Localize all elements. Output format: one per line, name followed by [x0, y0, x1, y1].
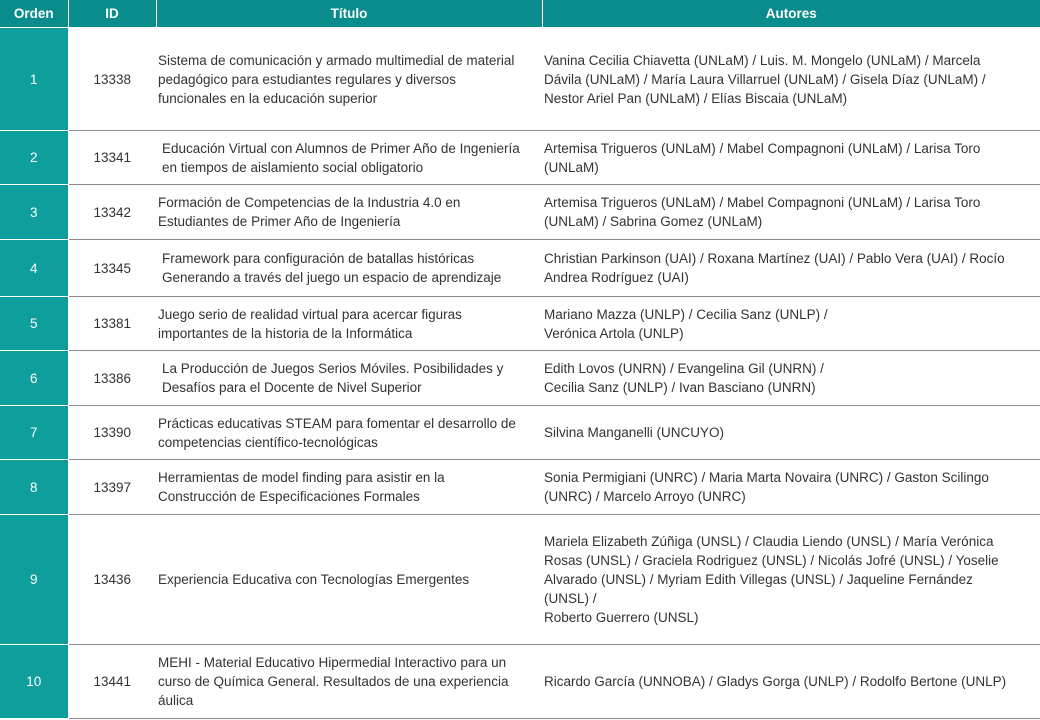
title-line: competencias científico-tecnológicas — [158, 434, 378, 450]
title-cell — [156, 645, 542, 719]
order-cell: 5 — [0, 297, 68, 351]
title-line: Generando a través del juego un espacio de aprendizaje — [162, 270, 502, 285]
id-cell: 13390 — [68, 406, 156, 460]
id-cell: 13436 — [68, 515, 156, 645]
order-cell: 1 — [0, 28, 68, 131]
title-line: Juego serio de realidad virtual para acercar figuras — [158, 306, 462, 322]
authors-cell — [542, 515, 1040, 645]
authors-cell — [542, 297, 1040, 351]
authors-line: Rosas (UNSL) / Graciela Rodriguez (UNSL) / Nicolás Jofré (UNSL) / Yoselie — [544, 553, 999, 568]
authors-line: (UNLaM) / Sabrina Gomez (UNLaM) — [544, 214, 763, 229]
title-line: Prácticas educativas STEAM para fomentar el desarrollo de — [158, 415, 516, 431]
authors-line: (UNRC) / Marcelo Arroyo (UNRC) — [544, 489, 746, 504]
id-cell: 13338 — [68, 28, 156, 131]
id-cell: 13345 — [68, 240, 156, 297]
authors-line: Christian Parkinson (UAI) / Roxana Martínez (UAI) / Pablo Vera (UAI) / Rocío — [544, 251, 1005, 266]
order-cell: 9 — [0, 515, 68, 645]
authors-cell — [542, 460, 1040, 515]
authors-cell — [542, 240, 1040, 297]
header-order: Orden — [0, 0, 68, 28]
authors-line: Artemisa Trigueros (UNLaM) / Mabel Compagnoni (UNLaM) / Larisa Toro — [544, 195, 981, 210]
header-row — [0, 0, 1040, 28]
title-line: Estudiantes de Primer Año de Ingeniería — [158, 214, 401, 229]
header-id: ID — [68, 0, 156, 28]
authors-line: Verónica Artola (UNLP) — [544, 325, 684, 341]
id-cell: 13441 — [68, 645, 156, 719]
title-cell — [156, 28, 542, 131]
title-cell — [156, 460, 542, 515]
authors-line: Vanina Cecilia Chiavetta (UNLaM) / Luis. M. Mongelo (UNLaM) / Marcela — [544, 52, 981, 68]
authors-line: Dávila (UNLaM) / María Laura Villarruel (UNLaM) / Gisela Díaz (UNLaM) / — [544, 71, 986, 87]
title-line: pedagógico para estudiantes regulares y diversos — [158, 71, 456, 87]
title-line: MEHI - Material Educativo Hipermedial Interactivo para un — [158, 655, 507, 670]
title-line: importantes de la historia de la Informática — [158, 325, 413, 341]
authors-line: Sonia Permigiani (UNRC) / Maria Marta Novaira (UNRC) / Gaston Scilingo — [544, 470, 989, 485]
authors-line: Mariano Mazza (UNLP) / Cecilia Sanz (UNLP) / — [544, 306, 828, 322]
title-cell — [156, 515, 542, 645]
title-line: Sistema de comunicación y armado multimedial de material — [158, 52, 515, 68]
authors-line: Alvarado (UNSL) / Myriam Edith Villegas (UNSL) / Jaqueline Fernández — [544, 572, 973, 587]
table-row — [0, 240, 1040, 297]
authors-line: (UNSL) / — [544, 591, 597, 606]
order-cell: 3 — [0, 185, 68, 240]
authors-cell — [542, 351, 1040, 406]
authors-line: Cecilia Sanz (UNLP) / Ivan Basciano (UNRN) — [544, 380, 816, 395]
authors-cell — [542, 406, 1040, 460]
authors-line: Edith Lovos (UNRN) / Evangelina Gil (UNRN) / — [544, 361, 824, 376]
table-row — [0, 185, 1040, 240]
title-cell — [156, 297, 542, 351]
table-row — [0, 351, 1040, 406]
authors-cell — [542, 28, 1040, 131]
order-cell: 10 — [0, 645, 68, 719]
title-line: Framework para configuración de batallas históricas — [162, 251, 475, 266]
order-cell: 8 — [0, 460, 68, 515]
title-cell — [156, 406, 542, 460]
authors-line: Andrea Rodríguez (UAI) — [544, 270, 689, 285]
authors-line: Silvina Manganelli (UNCUYO) — [544, 425, 725, 440]
id-cell: 13381 — [68, 297, 156, 351]
authors-line: Nestor Ariel Pan (UNLaM) / Elías Biscaia (UNLaM) — [544, 90, 848, 106]
authors-cell — [542, 185, 1040, 240]
authors-cell — [542, 645, 1040, 719]
title-line: Experiencia Educativa con Tecnologías Emergentes — [158, 572, 470, 587]
title-line: Desafíos para el Docente de Nivel Superior — [162, 380, 422, 395]
id-cell: 13386 — [68, 351, 156, 406]
title-cell — [156, 185, 542, 240]
title-cell — [156, 131, 542, 185]
table-row — [0, 645, 1040, 719]
title-line: curso de Química General. Resultados de una experiencia — [158, 674, 509, 689]
table-row — [0, 297, 1040, 351]
table-row — [0, 406, 1040, 460]
title-line: áulica — [158, 693, 194, 708]
title-line: Formación de Competencias de la Industria 4.0 en — [158, 195, 461, 210]
title-line: en tiempos de aislamiento social obligatorio — [162, 159, 424, 175]
id-cell: 13342 — [68, 185, 156, 240]
title-line: funcionales en la educación superior — [158, 90, 378, 106]
authors-line: Ricardo García (UNNOBA) / Gladys Gorga (UNLP) / Rodolfo Bertone (UNLP) — [544, 674, 1007, 689]
id-cell: 13397 — [68, 460, 156, 515]
authors-line: (UNLaM) — [544, 159, 599, 175]
title-line: La Producción de Juegos Serios Móviles. Posibilidades y — [162, 361, 504, 376]
header-authors: Autores — [542, 0, 1040, 28]
authors-line: Artemisa Trigueros (UNLaM) / Mabel Compagnoni (UNLaM) / Larisa Toro — [544, 140, 981, 156]
table-row — [0, 515, 1040, 645]
authors-line: Roberto Guerrero (UNSL) — [544, 610, 699, 625]
table-row — [0, 460, 1040, 515]
order-cell: 4 — [0, 240, 68, 297]
table-row — [0, 131, 1040, 185]
title-cell — [156, 351, 542, 406]
authors-line: Mariela Elizabeth Zúñiga (UNSL) / Claudia Liendo (UNSL) / María Verónica — [544, 534, 994, 549]
order-cell: 2 — [0, 131, 68, 185]
title-cell — [156, 240, 542, 297]
title-line: Educación Virtual con Alumnos de Primer Año de Ingeniería — [162, 140, 520, 156]
order-cell: 7 — [0, 406, 68, 460]
table-row — [0, 28, 1040, 131]
title-line: Construcción de Especificaciones Formales — [158, 489, 420, 504]
id-cell: 13341 — [68, 131, 156, 185]
title-line: Herramientas de model finding para asistir en la — [158, 470, 445, 485]
order-cell: 6 — [0, 351, 68, 406]
authors-cell — [542, 131, 1040, 185]
header-title: Título — [156, 0, 542, 28]
